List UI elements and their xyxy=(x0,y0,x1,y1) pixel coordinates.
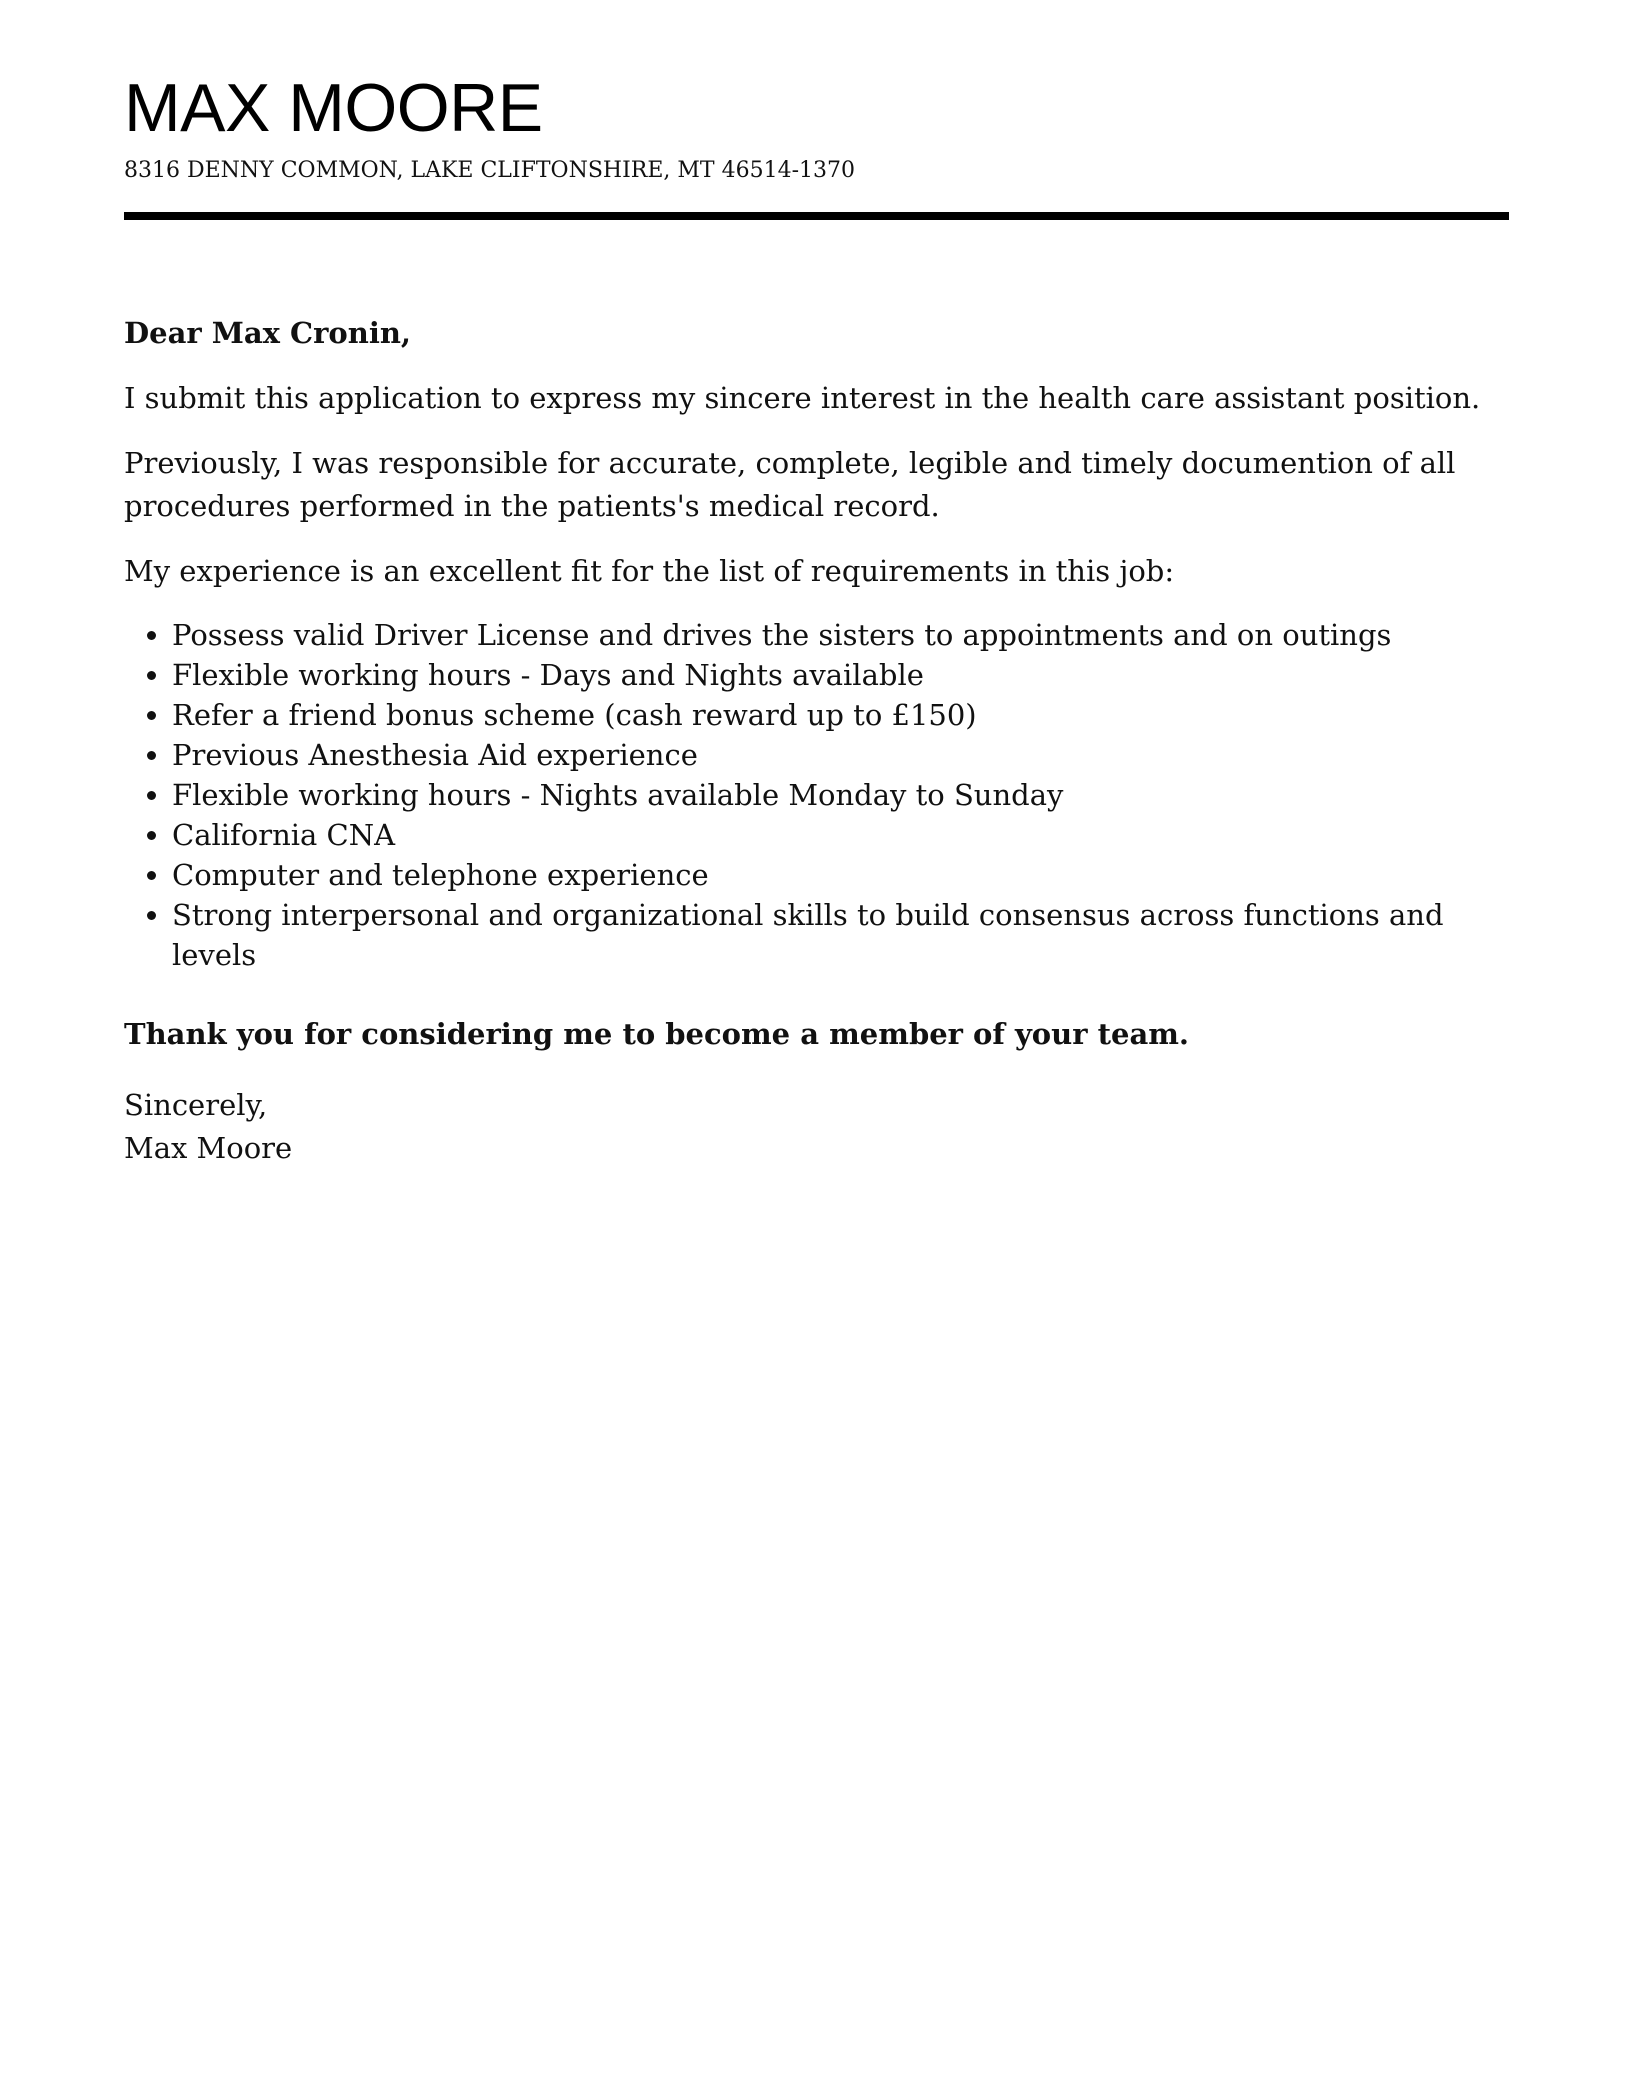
closing-word: Sincerely, xyxy=(124,1088,268,1122)
salutation: Dear Max Cronin, xyxy=(124,316,412,350)
list-item: • Previous Anesthesia Aid experience xyxy=(172,735,1509,775)
applicant-name: MAX MOORE xyxy=(124,70,543,146)
experience-paragraph: Previously, I was responsible for accurate, complete, legible and timely documention of all procedures performed in the patients's medical record. xyxy=(124,446,1456,523)
signature-name: Max Moore xyxy=(124,1131,293,1165)
closing-block xyxy=(124,1084,1509,1170)
list-item: • California CNA xyxy=(172,815,1509,855)
list-item: • Flexible working hours - Nights available Monday to Sunday xyxy=(172,775,1509,815)
intro-paragraph: I submit this application to express my sincere interest in the health care assistant position. xyxy=(124,381,1481,415)
header-divider xyxy=(124,212,1509,220)
requirements-intro: My experience is an excellent fit for the list of requirements in this job: xyxy=(124,554,1175,588)
list-item: • Possess valid Driver License and drives the sisters to appointments and on outings xyxy=(172,615,1509,655)
requirements-list xyxy=(124,615,1509,975)
list-item: • Computer and telephone experience xyxy=(172,855,1509,895)
list-item: • Strong interpersonal and organizational skills to build consensus across functions and levels xyxy=(172,895,1509,975)
thank-you-line: Thank you for considering me to become a member of your team. xyxy=(124,1017,1190,1051)
list-item: • Refer a friend bonus scheme (cash reward up to £150) xyxy=(172,695,1509,735)
list-item: • Flexible working hours - Days and Nights available xyxy=(172,655,1509,695)
letter-body xyxy=(124,312,1509,1170)
cover-letter xyxy=(124,68,1509,1170)
applicant-address: 8316 DENNY COMMON, LAKE CLIFTONSHIRE, MT 46514-1370 xyxy=(124,158,855,183)
